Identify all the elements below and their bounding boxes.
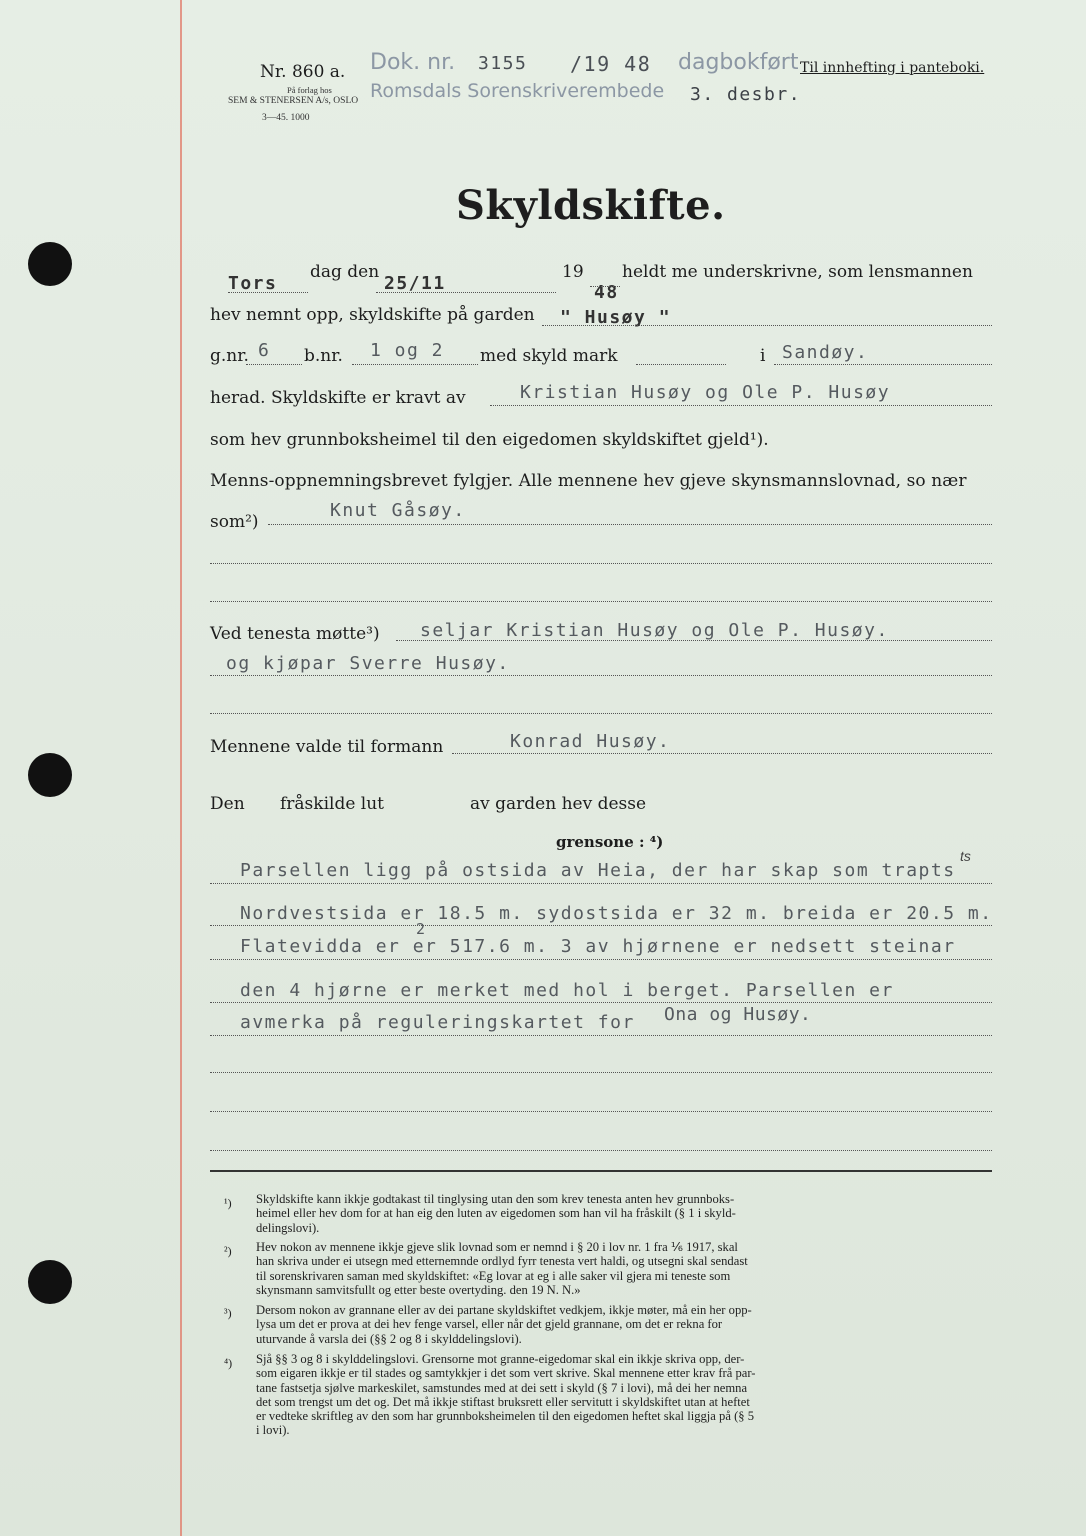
date-value: 25/11 xyxy=(384,273,446,294)
punch-hole-icon xyxy=(28,1260,72,1304)
som-value: Knut Gåsøy. xyxy=(330,500,466,521)
footnote-line: Sjå §§ 3 og 8 i skylddelingslovi. Grensorne mot granne-eigedomar skal ein ikkje skriva opp, der- xyxy=(256,1352,745,1366)
grunnbok-text: som hev grunnboksheimel til den eigedomen skyldskiftet gjeld¹). xyxy=(210,430,769,450)
ved-value2: og kjøpar Sverre Husøy. xyxy=(226,653,510,674)
desc-line2: Nordvestsida er 18.5 m. sydostsida er 32 m. breida er 20.5 m. xyxy=(240,903,993,924)
footnote-line: tane fastsetja sjølve markeskilet, samstundes med at dei sett i skyld (§ 7 i lovi), må dei her nemna xyxy=(256,1380,748,1395)
footnote-2 xyxy=(256,1240,748,1297)
line2-text: hev nemnt opp, skyldskifte på garden xyxy=(210,305,535,325)
footnote-line: det som trengst um det og. Det må ikkje stiftast bruksrett eller servitutt i skyldskiftet utan at heftet xyxy=(256,1394,750,1409)
i-label: i xyxy=(760,346,766,366)
menns-text: Menns-oppnemningsbrevet fylgjer. Alle mennene hev gjeve skynsmannslovnad, so nær xyxy=(210,471,967,491)
footnote-line: skynsmann samvitsfullt og etter beste overtyding. den 19 N. N.» xyxy=(256,1282,581,1297)
footnote-line: uturvande å varsla dei (§§ 2 og 8 i skylddelingslovi). xyxy=(256,1331,522,1346)
desc-line1-correction: ts xyxy=(960,848,971,864)
footnote-number: ¹) xyxy=(224,1196,232,1210)
requested-by: Kristian Husøy og Ole P. Husøy xyxy=(520,382,891,403)
stamp-dok: Dok. nr. xyxy=(370,50,456,75)
som-label: som²) xyxy=(210,512,259,532)
desc-line4: den 4 hjørne er merket med hol i berget. Parsellen er xyxy=(240,980,894,1001)
attachment-note: Til innhefting i panteboki. xyxy=(800,60,985,76)
footnote-number: ³) xyxy=(224,1306,232,1320)
publisher-line: På forlag hos xyxy=(287,85,332,95)
stamp-date: 3. desbr. xyxy=(690,84,802,105)
footnote-line: Dersom nokon av grannane eller av dei partane skyldskiftet vedkjem, ikkje møter, må ein her opp- xyxy=(256,1303,752,1317)
ved-value1: seljar Kristian Husøy og Ole P. Husøy. xyxy=(420,620,889,641)
desc-line1: Parsellen ligg på ostsida av Heia, der har skap som trapts xyxy=(240,860,956,881)
bnr-value: 1 og 2 xyxy=(370,340,445,361)
footnote-line: Hev nokon av mennene ikkje gjeve slik lovnad som er nemnd i § 20 i lov nr. 1 fra ⅙ 1917, skal xyxy=(256,1240,738,1254)
desc-line5-end: Ona og Husøy. xyxy=(664,1004,812,1025)
year-label: 19 xyxy=(562,262,584,282)
publisher-line: 3—45. 1000 xyxy=(262,113,310,123)
document-title: Skyldskifte. xyxy=(456,182,726,229)
municipality: Sandøy. xyxy=(782,342,869,363)
line1-text: heldt me underskrivne, som lensmannen xyxy=(622,262,973,282)
year-value: 48 xyxy=(594,282,619,303)
footnote-line: heimel eller hev dom for at han eig den luten av eigedomen som han vil ha fråskilt (§ 1 i skyld- xyxy=(256,1206,736,1221)
bnr-label: b.nr. xyxy=(304,346,343,366)
stamp-office: Romsdals Sorenskriverembede xyxy=(370,80,665,102)
footnote-line: er vedteke skriftleg av den som har grunnboksheimelen til den eigedomen heftet skal liggja på (§ 5 xyxy=(256,1409,755,1424)
gnr-label: g.nr. xyxy=(210,346,249,366)
footnote-line: som eigaren ikkje er til stades og samtykkjer i det som vert skrive. Skal mennene etter krav frå par- xyxy=(256,1366,756,1381)
day-label: dag den xyxy=(310,262,380,282)
herad-label: herad. Skyldskifte er kravt av xyxy=(210,388,466,408)
desc-line3: Flatevidda er er 517.6 m. 3 av hjørnene er nedsett steinar xyxy=(240,936,956,957)
den-label: Den xyxy=(210,794,245,814)
desc-line5: avmerka på reguleringskartet for xyxy=(240,1012,635,1033)
footnote-1 xyxy=(256,1192,736,1235)
grensone-label: grensone : ⁴) xyxy=(556,833,664,851)
fraskilde-label: fråskilde lut xyxy=(280,794,385,814)
footnote-line: i lovi). xyxy=(256,1423,290,1438)
formann-label: Mennene valde til formann xyxy=(210,737,444,757)
footnote-4 xyxy=(256,1352,756,1438)
formann-value: Konrad Husøy. xyxy=(510,731,671,752)
publisher-line: SEM & STENERSEN A/s, OSLO xyxy=(228,96,359,106)
footnote-line: lysa um det er prova at dei hev fenge varsel, eller når det gjeld grannane, om det er rekna for xyxy=(256,1317,723,1332)
stamp-year: /19 48 xyxy=(570,52,652,76)
ved-label: Ved tenesta møtte³) xyxy=(210,624,380,644)
footnote-line: Skyldskifte kann ikkje godtakast til tinglysing utan den som krev tenesta anten hev grunnboks- xyxy=(256,1192,735,1206)
desc-line3-superscript: 2 xyxy=(416,920,427,938)
margin-line xyxy=(180,0,182,1536)
punch-hole-icon xyxy=(28,242,72,286)
footnote-number: ⁴) xyxy=(224,1356,233,1370)
day-value: Tors xyxy=(228,273,278,294)
footnote-line: til sorenskrivaren saman med skyldskiftet: «Eg lovar at eg i alle saker vil gjera mi teneste som xyxy=(256,1268,731,1283)
footnote-number: ²) xyxy=(224,1244,232,1258)
footnote-line: delingslovi). xyxy=(256,1220,320,1235)
footnote-divider xyxy=(210,1170,992,1172)
stamp-dagbok: dagbokført xyxy=(678,50,799,75)
footnote-line: han skriva under ei utsegn med etternemnde ordlyd fyrr tenesta vert haldi, og utsegni skal sendast xyxy=(256,1254,748,1269)
punch-hole-icon xyxy=(28,753,72,797)
skyld-label: med skyld mark xyxy=(480,346,618,366)
farm-name: " Husøy " xyxy=(560,307,672,328)
stamp-number: 3155 xyxy=(478,53,528,74)
form-number: Nr. 860 a. xyxy=(260,62,346,82)
gnr-value: 6 xyxy=(258,340,271,361)
av-garden-label: av garden hev desse xyxy=(470,794,647,814)
footnote-3 xyxy=(256,1303,752,1346)
